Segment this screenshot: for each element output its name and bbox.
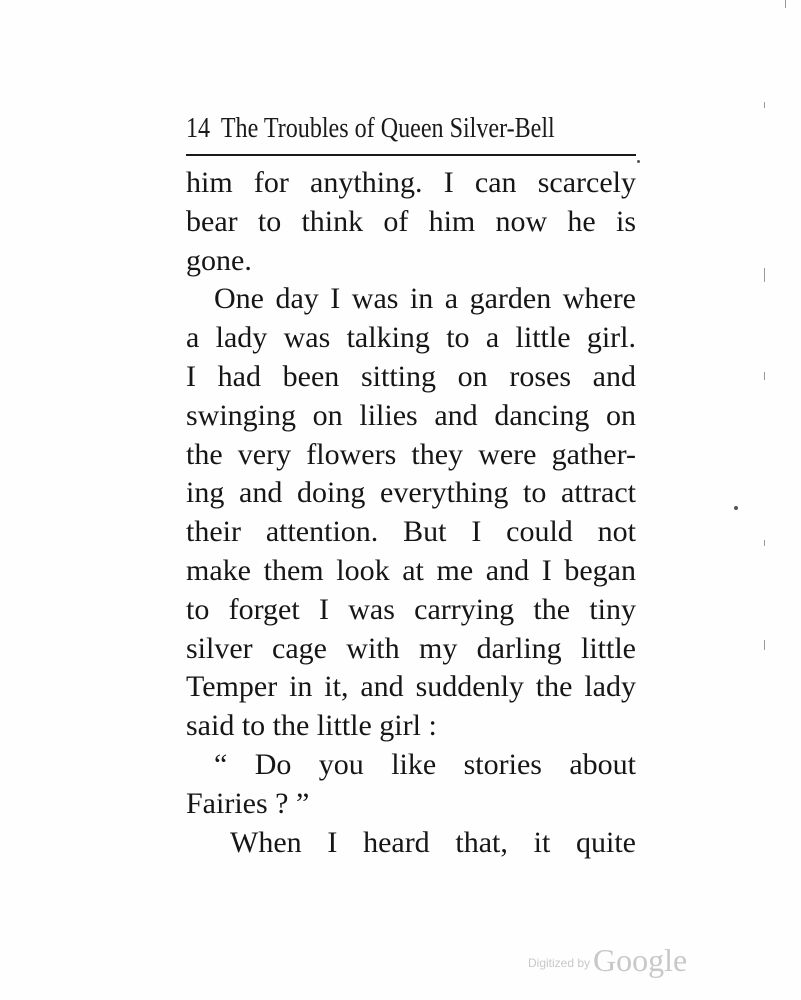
text-line: a lady was talking to a little girl. [186, 321, 636, 355]
text-line: I had been sitting on roses and [186, 359, 636, 393]
text-line: to forget I was carrying the tiny [186, 592, 636, 626]
scan-speck [764, 102, 765, 108]
running-title: The Troubles of Queen Silver-Bell [220, 113, 555, 144]
text-line: Temper in it, and suddenly the lady [186, 670, 636, 704]
scan-speck [764, 540, 765, 546]
text-line: One day I was in a garden where [214, 282, 636, 316]
text-line: swinging on lilies and dancing on [186, 398, 636, 432]
scan-speck [785, 0, 786, 8]
scan-speck [734, 506, 738, 510]
body-text [186, 164, 636, 862]
text-line: When I heard that, it quite [230, 825, 636, 859]
text-line: their attention. But I could not [186, 515, 636, 549]
text-line: silver cage with my darling little [186, 631, 636, 665]
scan-speck [764, 372, 765, 380]
header-rule [186, 154, 636, 156]
text-line: gone. [186, 243, 252, 277]
page-number: 14 [186, 113, 211, 144]
google-logo: Google [593, 942, 688, 978]
text-line: the very flowers they were gather- [186, 437, 636, 471]
text-line: make them look at me and I began [186, 553, 636, 587]
text-line: Fairies ? ” [186, 786, 310, 820]
text-line: bear to think of him now he is [186, 204, 636, 238]
text-line: him for anything. I can scarcely [186, 166, 636, 199]
running-header [186, 113, 573, 145]
digitized-watermark [528, 940, 687, 976]
scan-speck [637, 160, 640, 163]
scan-speck [764, 640, 765, 650]
watermark-prefix: Digitized by [528, 956, 591, 970]
text-line: ing and doing everything to attract [186, 476, 636, 510]
text-line: said to the little girl : [186, 709, 437, 743]
text-line: “ Do you like stories about [214, 747, 636, 781]
scan-speck [764, 268, 765, 282]
